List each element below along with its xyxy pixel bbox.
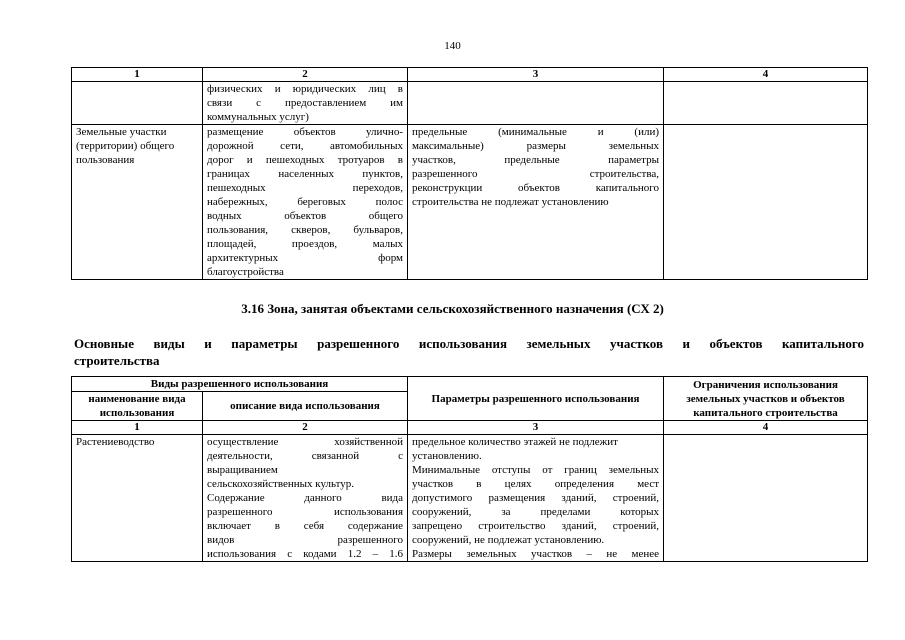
table-header-numbers: [72, 68, 868, 82]
cell-line: Земельные участки: [76, 126, 167, 138]
cell-line: деятельности, связанной с: [207, 450, 404, 462]
cell-line: Содержание данного вида: [207, 492, 404, 504]
cell-line: участков в целях определения мест: [412, 478, 660, 490]
table-cell: [72, 125, 203, 280]
cell-line: (территории) общего: [76, 140, 175, 152]
cell-line: дорог и пешеходных тротуаров в: [207, 154, 403, 166]
table-cell: [203, 435, 408, 562]
header-use-description: описание вида использования: [203, 392, 408, 421]
cell-line: благоустройства: [207, 266, 284, 278]
cell-line: сооружений, за пределами которых: [412, 506, 660, 518]
table-cell: [664, 82, 868, 125]
zone-title: 3.16 Зона, занятая объектами сельскохозяйственного назначения (СХ 2): [241, 301, 664, 316]
header-restrictions: Ограничения использования земельных участков и объектов капитального строительства: [664, 377, 868, 421]
section-heading: [74, 335, 864, 369]
cell-line: набережных, береговых полос: [207, 196, 403, 208]
cell-line: предельное количество этажей не подлежит: [412, 436, 618, 448]
table-row: [72, 435, 868, 562]
cell-line: предельные (минимальные и (или): [412, 126, 659, 138]
cell-line: запрещено строительство зданий, строений,: [412, 520, 660, 532]
table-header-numbers: [72, 421, 868, 435]
table-cell: [203, 82, 408, 125]
column-number: 3: [408, 421, 664, 435]
header-parameters: Параметры разрешенного использования: [408, 377, 664, 421]
cell-line: Размеры земельных участков – не менее: [412, 548, 660, 560]
table-cell: [408, 125, 664, 280]
cell-line: водных объектов общего: [207, 210, 403, 222]
table-row: [72, 125, 868, 280]
cell-line: сельскохозяйственных культур.: [207, 478, 354, 490]
cell-line: пользования, скверов, бульваров,: [207, 224, 403, 236]
page-number: 140: [444, 40, 461, 52]
cell-line: сооружений, не подлежат установлению.: [412, 534, 605, 546]
cell-line: включает в себя содержание: [207, 520, 404, 532]
cell-line: размещение объектов улично-: [207, 126, 403, 138]
cell-line: площадей, проездов, малых: [207, 238, 403, 250]
table-cell: [664, 125, 868, 280]
cell-line: осуществление хозяйственной: [207, 436, 404, 448]
header-group: Виды разрешенного использования: [72, 377, 408, 392]
cell-line: пешеходных переходов,: [207, 182, 403, 194]
cell-line: выращиванием: [207, 464, 278, 476]
table-row: [72, 82, 868, 125]
column-number: 4: [664, 421, 868, 435]
cell-line: границах населенных пунктов,: [207, 168, 403, 180]
land-use-table-continued: [71, 67, 868, 280]
table-cell: [203, 125, 408, 280]
cell-line: установлению.: [412, 450, 482, 462]
cell-line: использования с кодами 1.2 – 1.6: [207, 548, 404, 560]
cell-line: реконструкции объектов капитального: [412, 182, 659, 194]
column-number: 1: [72, 68, 203, 82]
table-cell: [72, 435, 203, 562]
column-number: 4: [664, 68, 868, 82]
column-number: 3: [408, 68, 664, 82]
cell-line: максимальные) размеры земельных: [412, 140, 659, 152]
cell-line: коммунальных услуг): [207, 111, 309, 123]
cell-line: Минимальные отступы от границ земельных: [412, 464, 660, 476]
header-use-name: наименование вида использования: [72, 392, 203, 421]
land-use-table: [71, 376, 868, 562]
cell-line: архитектурных форм: [207, 252, 403, 264]
table-cell: [664, 435, 868, 562]
section-heading-line: строительства: [74, 353, 160, 368]
table-cell: [408, 435, 664, 562]
cell-line: видов разрешенного: [207, 534, 404, 546]
cell-line: участков, предельные параметры: [412, 154, 659, 166]
column-number: 1: [72, 421, 203, 435]
cell-line: дорожной сети, автомобильных: [207, 140, 403, 152]
cell-line: допустимого размещения зданий, строений,: [412, 492, 660, 504]
column-number: 2: [203, 68, 408, 82]
cell-line: связи с предоставлением им: [207, 97, 403, 109]
table-cell: [72, 82, 203, 125]
table-header-group-row: [72, 377, 868, 392]
cell-line: разрешенного строительства,: [412, 168, 659, 180]
cell-line: строительства не подлежат установлению: [412, 196, 609, 208]
cell-line: физических и юридических лиц в: [207, 83, 403, 95]
cell-line: разрешенного использования: [207, 506, 404, 518]
section-heading-line: Основные виды и параметры разрешенного использования земельных участков и объектов капитального: [74, 336, 864, 351]
column-number: 2: [203, 421, 408, 435]
cell-line: Растениеводство: [76, 436, 155, 448]
table-cell: [408, 82, 664, 125]
cell-line: пользования: [76, 154, 135, 166]
